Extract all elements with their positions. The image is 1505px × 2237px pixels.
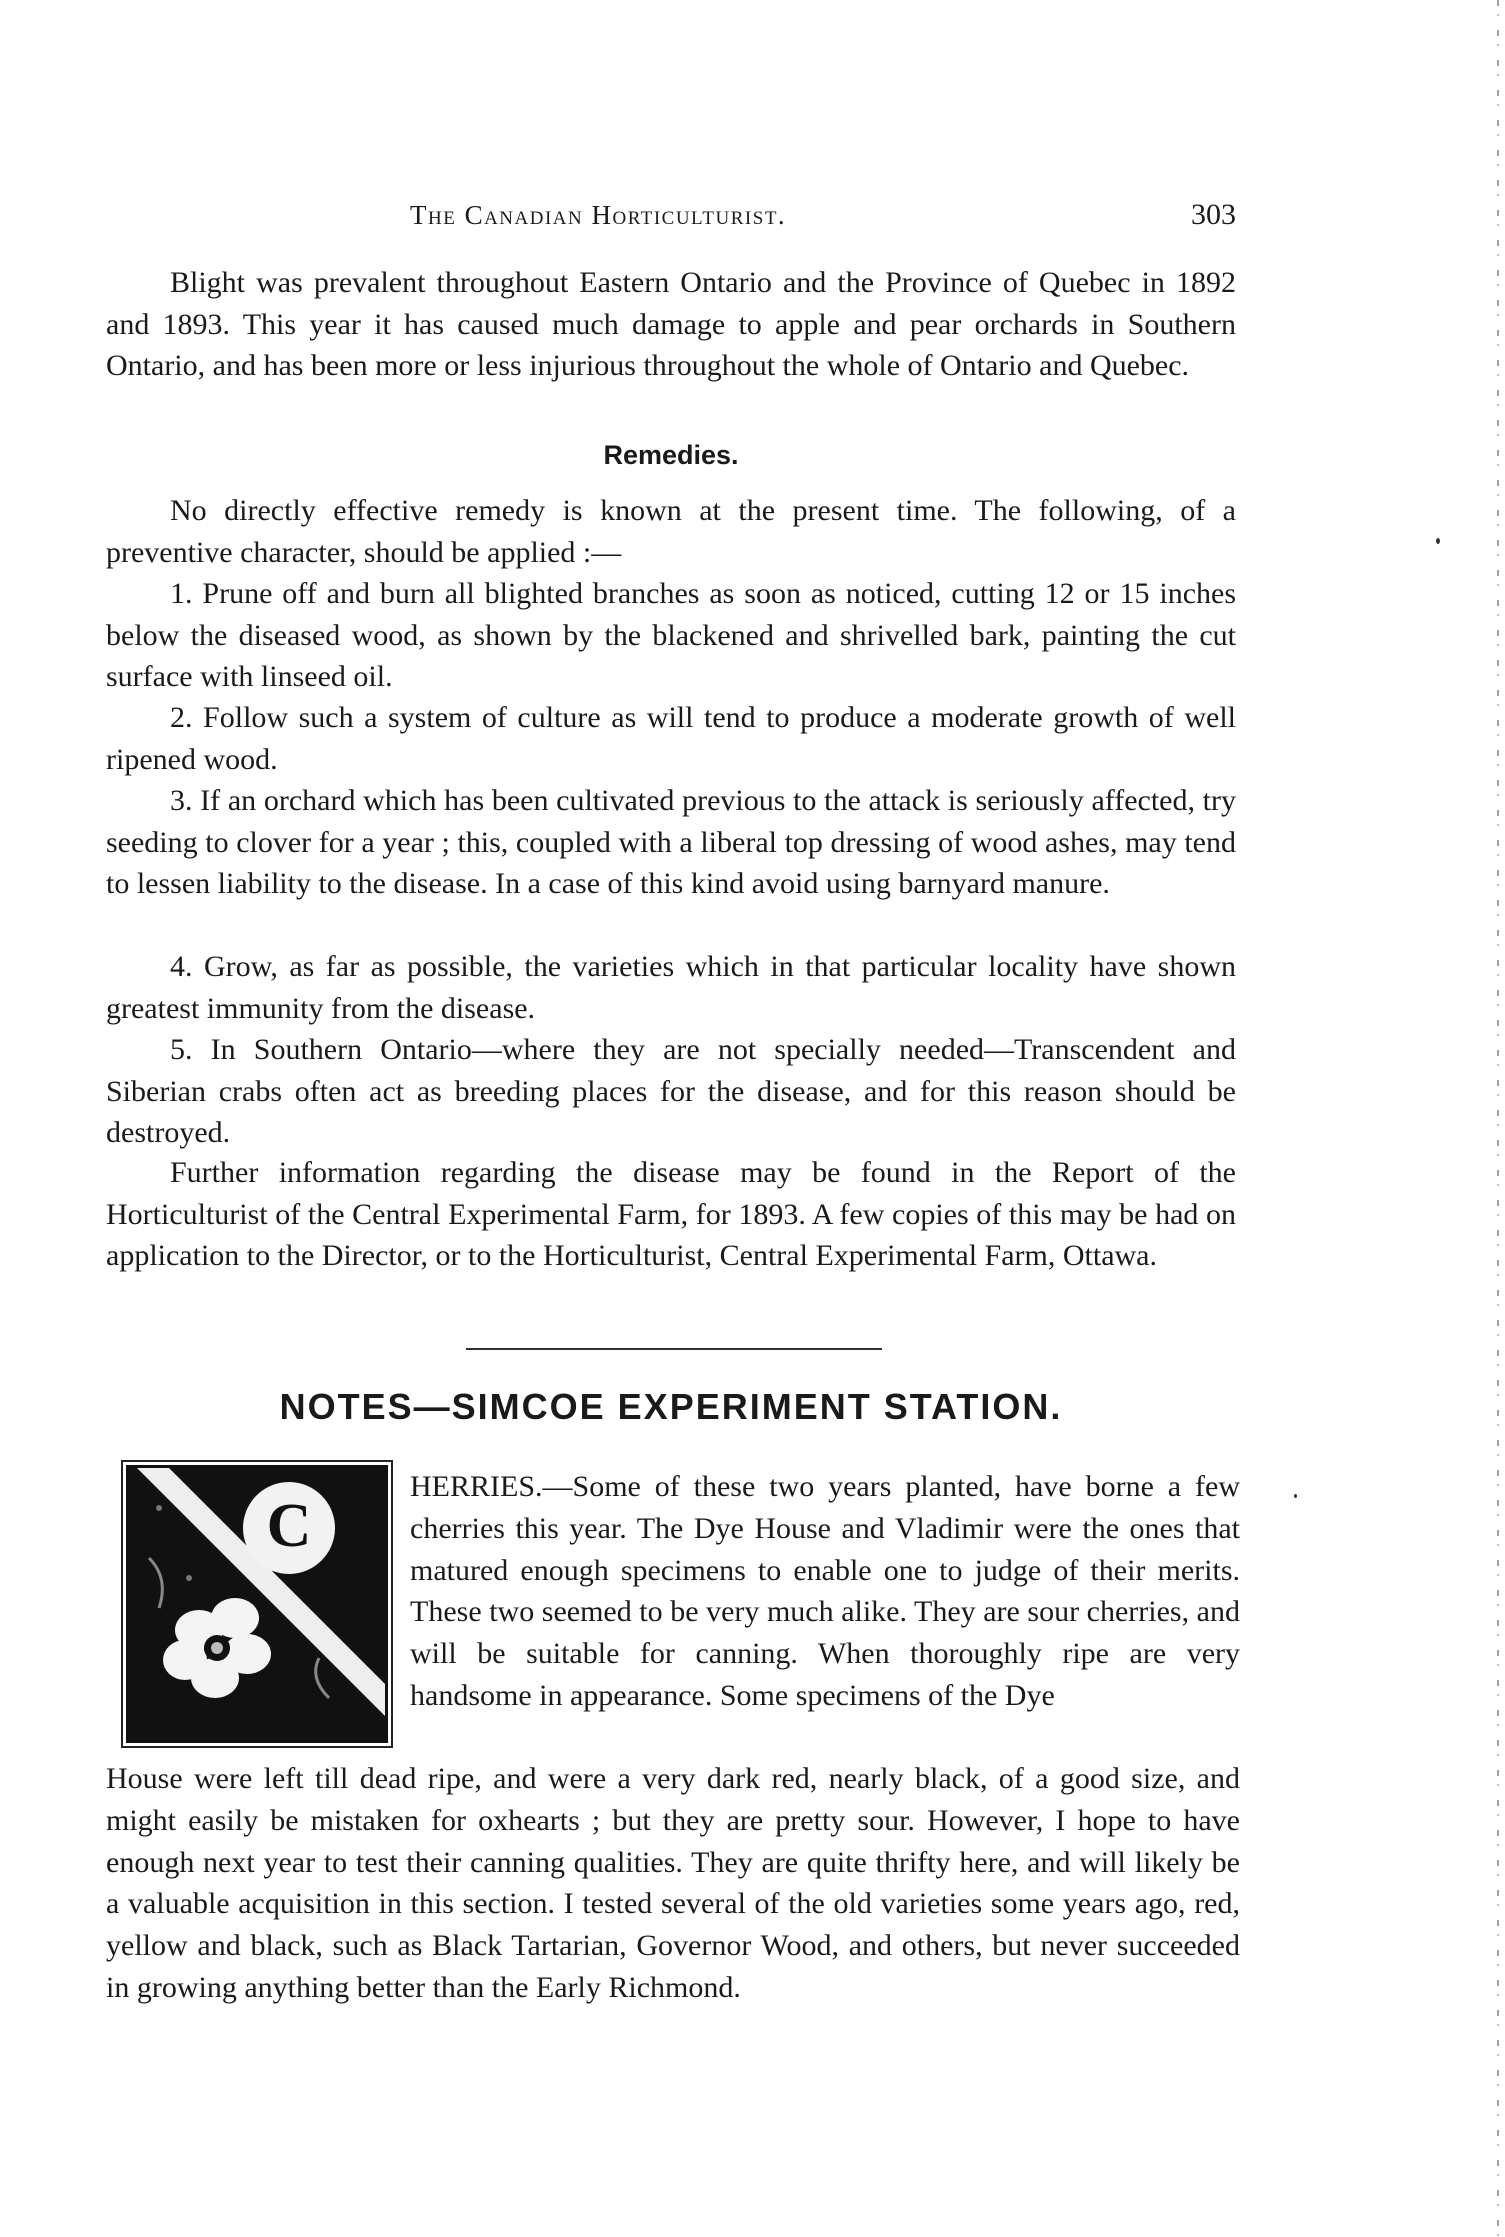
running-title: The Canadian Horticulturist. (410, 200, 787, 230)
running-head (106, 200, 1236, 240)
page-number: 303 (1191, 198, 1236, 231)
drop-cap-letter: C (266, 1492, 312, 1560)
remedy-item-2: 2. Follow such a system of culture as will tend to produce a moderate growth of well ripened wood. (106, 701, 1236, 776)
remedies-heading: Remedies. (603, 440, 739, 470)
further-information-paragraph: Further information regarding the disease may be found in the Report of the Horticulturist of the Central Experimental Farm, for 1893. A few copies of this may be had on application to the Director, or to the Horticulturist, Central Experimental Farm, Ottawa. (106, 1156, 1236, 1272)
remedy-item-1: 1. Prune off and burn all blighted branches as soon as noticed, cutting 12 or 15 inches below the diseased wood, as shown by the blackened and shrivelled bark, painting the cut surface with linseed oil. (106, 577, 1236, 693)
remedy-item-5: 5. In Southern Ontario—where they are not specially needed—Transcendent and Siberian crabs often act as breeding places for the disease, and for this reason should be destroyed. (106, 1033, 1236, 1149)
section-title: NOTES—SIMCOE EXPERIMENT STATION. (279, 1386, 1063, 1427)
notes-continued-paragraph: House were left till dead ripe, and were a very dark red, nearly black, of a good size, and might easily be mistaken for oxhearts ; but they are pretty sour. However, I hope to have enough next year to test their canning qualities. They are quite thrifty here, and will likely be a valuable acquisition in this section. I tested several of the old varieties some years ago, red, yellow and black, such as Black Tartarian, Governor Wood, and others, but never succeeded in growing anything better than the Early Richmond. (106, 1762, 1240, 2004)
intro-paragraph: Blight was prevalent throughout Eastern Ontario and the Province of Quebec in 1892 and 1893. This year it has caused much damage to apple and pear orchards in Southern Ontario, and has been more or less injurious throughout the whole of Ontario and Quebec. (106, 266, 1236, 382)
remedy-item-4: 4. Grow, as far as possible, the varieties which in that particular locality have shown greatest immunity from the disease. (106, 950, 1236, 1025)
drop-cap-ornament (126, 1465, 388, 1743)
page-edge-scan-mark (1497, 0, 1499, 2237)
notes-wrapped-paragraph: HERRIES.—Some of these two years planted, have borne a few cherries this year. The Dye House and Vladimir were the ones that matured enough specimens to enable one to judge of their merits. These two seemed to be very much alike. They are sour cherries, and will be suitable for canning. When thoroughly ripe are very handsome in appearance. Some specimens of the Dye (410, 1470, 1240, 1712)
section-divider (466, 1348, 882, 1350)
scan-speck (1436, 538, 1440, 544)
remedies-lead: No directly effective remedy is known at the present time. The following, of a preventive character, should be applied :— (106, 494, 1236, 569)
remedy-item-3: 3. If an orchard which has been cultivated previous to the attack is seriously affected, try seeding to clover for a year ; this, coupled with a liberal top dressing of wood ashes, may tend to lessen liability to the disease. In a case of this kind avoid using barnyard manure. (106, 784, 1236, 900)
scan-speck (1294, 1494, 1297, 1498)
flower-ornament-icon (129, 1468, 385, 1740)
